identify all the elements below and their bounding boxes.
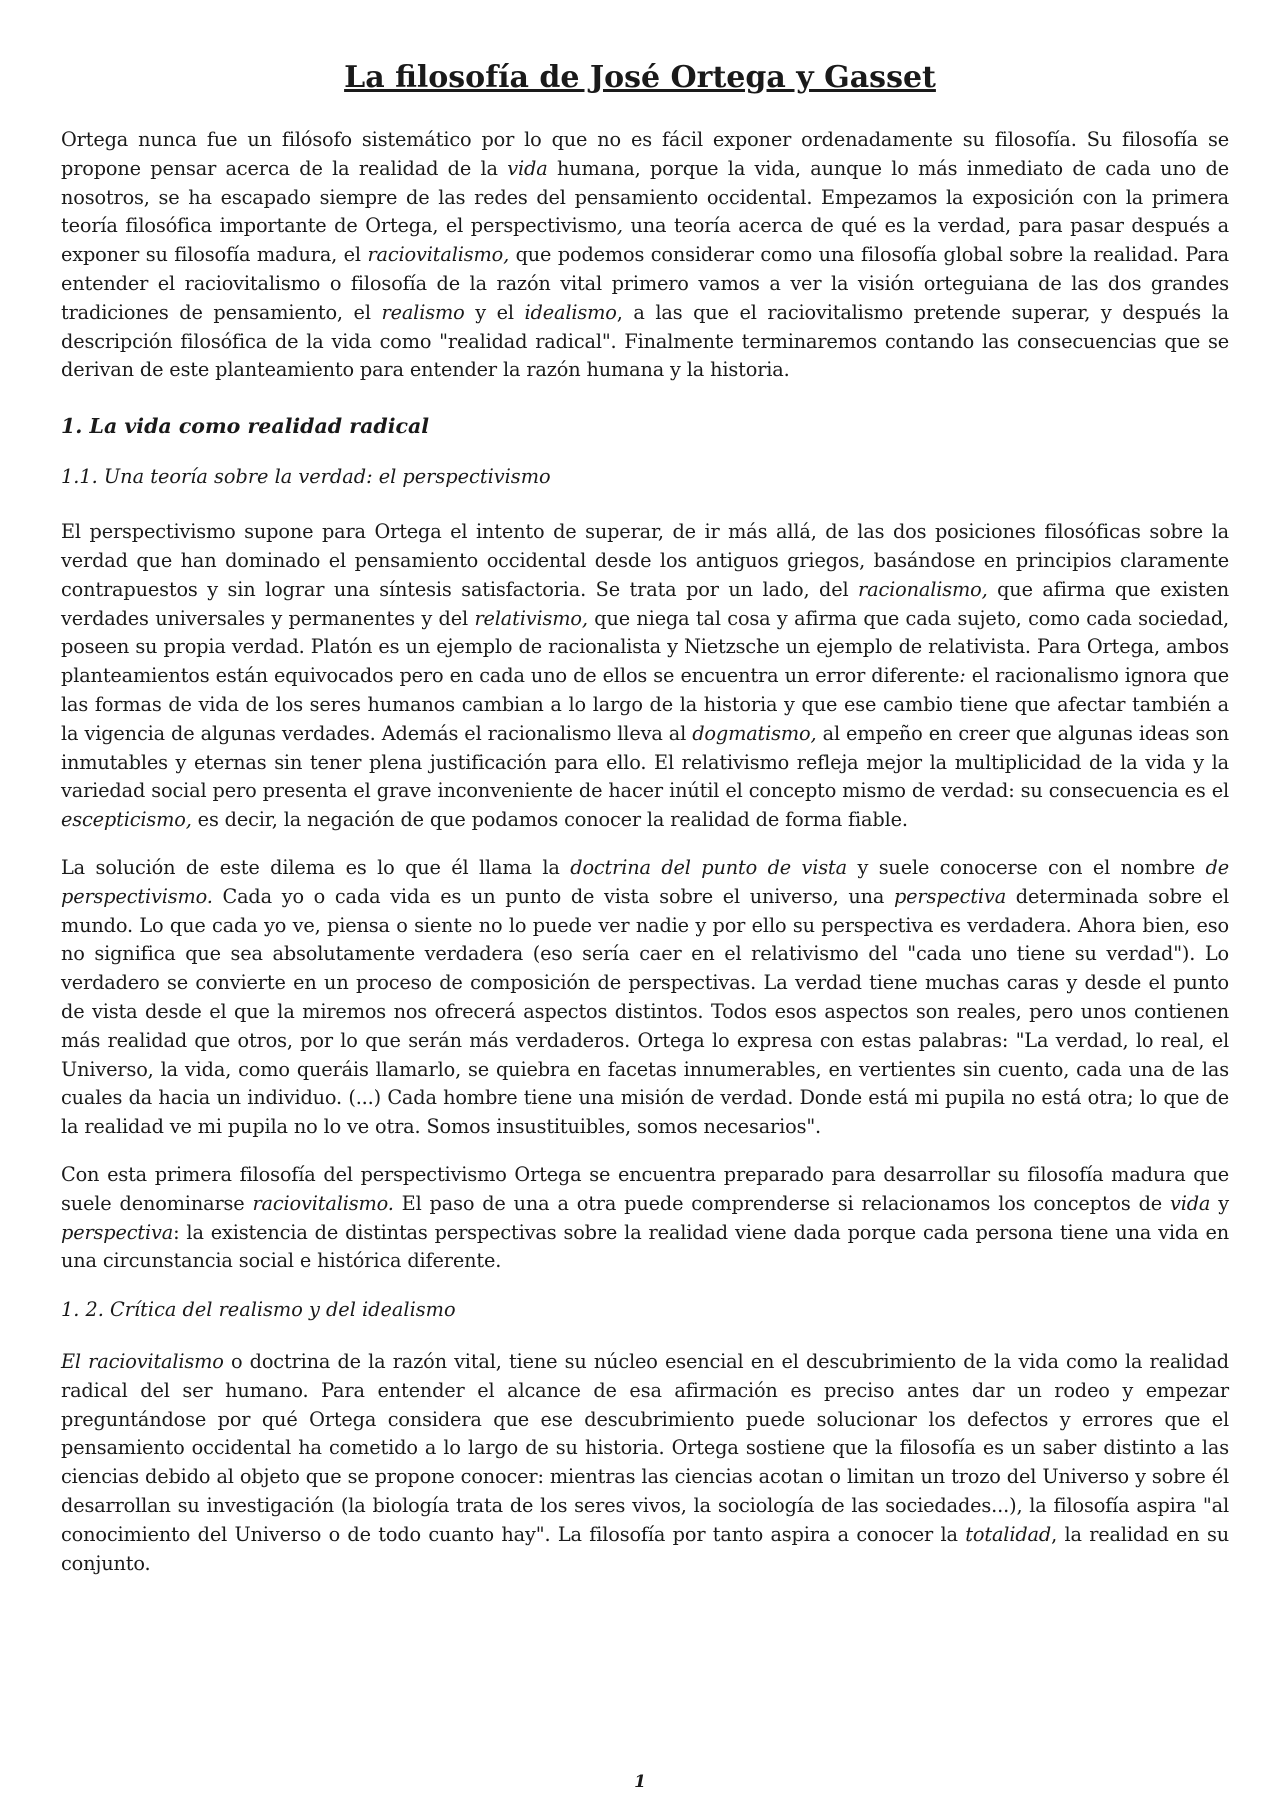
perspectivismo-paragraph-1: El perspectivismo supone para Ortega el intento de superar, de ir más allá, de las dos posiciones filosóficas sobre la verdad que han dominado el pensamiento occidental desde los antiguos griegos, basándose en principios claramente contrapuestos y sin lograr una síntesis satisfactoria. Se trata por un lado, del racionalismo, que afirma que existen verdades universales y permanentes y del relativismo, que niega tal cosa y afirma que cada sujeto, como cada sociedad, poseen su propia verdad. Platón es un ejemplo de racionalista y Nietzsche un ejemplo de relativista. Para Ortega, ambos planteamientos están equivocados pero en cada uno de ellos se encuentra un error diferente: el racionalismo ignora que las formas de vida de los seres humanos cambian a lo largo de la historia y que ese cambio tiene que afectar también a la vigencia de algunas verdades. Además el racionalismo lleva al dogmatismo, al empeño en creer que algunas ideas son inmutables y eternas sin tener plena justificación para ello. El relativismo refleja mejor la multiplicidad de la vida y la variedad social pero presenta el grave inconveniente de hacer inútil el concepto mismo de verdad: su consecuencia es el escepticismo, es decir, la negación de que podamos conocer la realidad de forma fiable. xyxy=(61,520,1230,832)
page-number: 1 xyxy=(634,1772,646,1792)
section-heading: 1. La vida como realidad radical xyxy=(61,414,430,439)
subsection-heading-realismo-idealismo: 1. 2. Crítica del realismo y del idealismo xyxy=(61,1298,456,1322)
intro-paragraph: Ortega nunca fue un filósofo sistemático por lo que no es fácil exponer ordenadamente su filosofía. Su filosofía se propone pensar acerca de la realidad de la vida humana, porque la vida, aunque lo más inmediato de cada uno de nosotros, se ha escapado siempre de las redes del pensamiento occidental. Empezamos la exposición con la primera teoría filosófica importante de Ortega, el perspectivismo, una teoría acerca de qué es la verdad, para pasar después a exponer su filosofía madura, el raciovitalismo, que podemos considerar como una filosofía global sobre la realidad. Para entender el raciovitalismo o filosofía de la razón vital primero vamos a ver la visión orteguiana de las dos grandes tradiciones de pensamiento, el realismo y el idealismo, a las que el raciovitalismo pretende superar, y después la descripción filosófica de la vida como "realidad radical". Finalmente terminaremos contando las consecuencias que se derivan de este planteamiento para entender la razón humana y la historia. xyxy=(61,128,1230,382)
raciovitalismo-paragraph: El raciovitalismo o doctrina de la razón vital, tiene su núcleo esencial en el descubrimiento de la vida como la realidad radical del ser humano. Para entender el alcance de esa afirmación es preciso antes dar un rodeo y empezar preguntándose por qué Ortega considera que ese descubrimiento puede solucionar los defectos y errores que el pensamiento occidental ha cometido a lo largo de su historia. Ortega sostiene que la filosofía es un saber distinto a las ciencias debido al objeto que se propone conocer: mientras las ciencias acotan o limitan un trozo del Universo y sobre él desarrollan su investigación (la biología trata de los seres vivos, la sociología de las sociedades...), la filosofía aspira "al conocimiento del Universo o de todo cuanto hay". La filosofía por tanto aspira a conocer la totalidad, la realidad en su conjunto. xyxy=(61,1350,1229,1575)
subsection-heading-perspectivismo: 1.1. Una teoría sobre la verdad: el perspectivismo xyxy=(61,465,551,489)
document-body xyxy=(61,126,1229,1578)
document-title: La filosofía de José Ortega y Gasset xyxy=(344,60,936,95)
perspectivismo-paragraph-2: La solución de este dilema es lo que él llama la doctrina del punto de vista y suele conocerse con el nombre de perspectivismo. Cada yo o cada vida es un punto de vista sobre el universo, una perspectiva determinada sobre el mundo. Lo que cada yo ve, piensa o siente no lo puede ver nadie y por ello su perspectiva es verdadera. Ahora bien, eso no significa que sea absolutamente verdadera (eso sería caer en el relativismo del "cada uno tiene su verdad"). Lo verdadero se convierte en un proceso de composición de perspectivas. La verdad tiene muchas caras y desde el punto de vista desde el que la miremos nos ofrecerá aspectos distintos. Todos esos aspectos son reales, pero unos contienen más realidad que otros, por lo que serán más verdaderos. Ortega lo expresa con estas palabras: "La verdad, lo real, el Universo, la vida, como queráis llamarlo, se quiebra en facetas innumerables, en vertientes sin cuento, cada una de las cuales da hacia un individuo. (...) Cada hombre tiene una misión de verdad. Donde está mi pupila no está otra; lo que de la realidad ve mi pupila no lo ve otra. Somos insustituibles, somos necesarios". xyxy=(61,855,1229,1139)
perspectivismo-paragraph-3: Con esta primera filosofía del perspectivismo Ortega se encuentra preparado para desarrollar su filosofía madura que suele denominarse raciovitalismo. El paso de una a otra puede comprenderse si relacionamos los conceptos de vida y perspectiva: la existencia de distintas perspectivas sobre la realidad viene dada porque cada persona tiene una vida en una circunstancia social e histórica diferente. xyxy=(61,1162,1229,1273)
